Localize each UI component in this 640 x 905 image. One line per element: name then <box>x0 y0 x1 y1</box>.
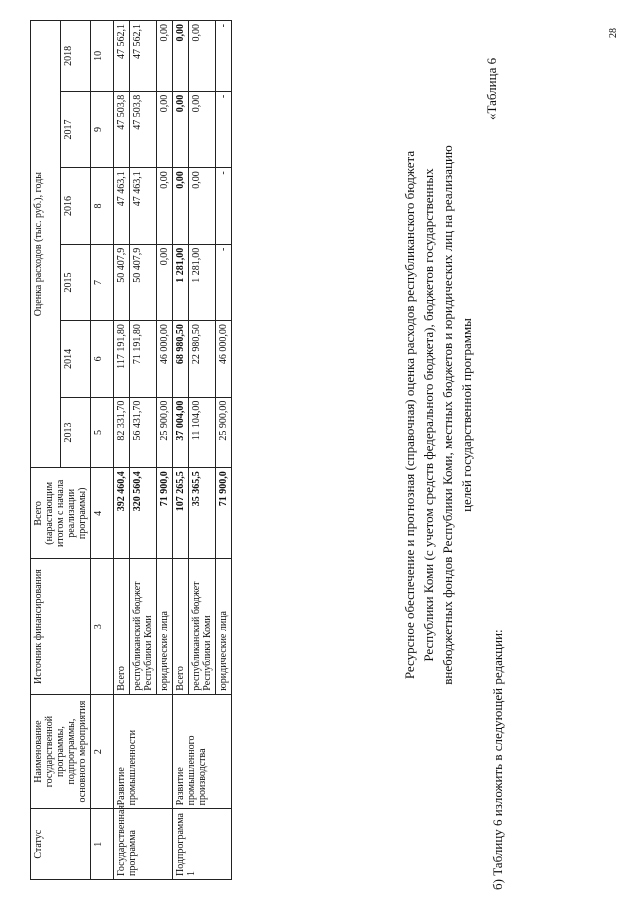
value-cell: 0,00 <box>157 91 173 167</box>
value-cell: 47 463,1 <box>130 168 157 244</box>
table-reference: «Таблица 6 <box>484 57 499 120</box>
total-cell: 320 560,4 <box>130 468 157 559</box>
value-cell: 0,00 <box>189 91 216 167</box>
value-cell: 22 980,50 <box>189 321 216 397</box>
year-cell: 2017 <box>61 91 91 167</box>
value-cell: 25 900,00 <box>216 397 232 468</box>
source-cell: юридические лица <box>157 559 173 694</box>
value-cell: 0,00 <box>173 91 189 167</box>
source-cell: юридические лица <box>216 559 232 694</box>
value-cell: - <box>216 244 232 320</box>
program-name-cell: Развитие промышленности <box>114 694 173 809</box>
table-row <box>173 21 189 880</box>
value-cell: 47 562,1 <box>114 21 130 92</box>
value-cell: 50 407,9 <box>114 244 130 320</box>
total-cell: 35 365,5 <box>189 468 216 559</box>
value-cell: 0,00 <box>189 168 216 244</box>
value-cell: 82 331,70 <box>114 397 130 468</box>
value-cell: 0,00 <box>173 168 189 244</box>
header-name: Наименование государственной программы, подпрограммы, основного мероприятия <box>31 694 91 809</box>
total-cell: 107 265,5 <box>173 468 189 559</box>
value-cell: 0,00 <box>173 21 189 92</box>
value-cell: 47 503,8 <box>130 91 157 167</box>
year-cell: 2016 <box>61 168 91 244</box>
year-cell: 2015 <box>61 244 91 320</box>
col-num: 5 <box>91 397 114 468</box>
source-cell: Всего <box>173 559 189 694</box>
value-cell: 0,00 <box>157 168 173 244</box>
col-num: 7 <box>91 244 114 320</box>
value-cell: 25 900,00 <box>157 397 173 468</box>
col-num: 10 <box>91 21 114 92</box>
source-cell: Всего <box>114 559 130 694</box>
header-estimate: Оценка расходов (тыс. руб.), годы <box>31 21 61 468</box>
source-cell: республиканский бюджет Республики Коми <box>130 559 157 694</box>
value-cell: 0,00 <box>157 21 173 92</box>
column-number-row <box>91 21 114 880</box>
value-cell: 68 980,50 <box>173 321 189 397</box>
value-cell: - <box>216 168 232 244</box>
table-row <box>114 21 130 880</box>
value-cell: 46 000,00 <box>216 321 232 397</box>
value-cell: - <box>216 91 232 167</box>
value-cell: 71 191,80 <box>130 321 157 397</box>
value-cell: 46 000,00 <box>157 321 173 397</box>
rotated-page <box>10 15 600 895</box>
header-source: Источник финансирования <box>31 559 91 694</box>
value-cell: - <box>216 21 232 92</box>
value-cell: 50 407,9 <box>130 244 157 320</box>
total-cell: 71 900,0 <box>216 468 232 559</box>
total-cell: 392 460,4 <box>114 468 130 559</box>
value-cell: 0,00 <box>189 21 216 92</box>
value-cell: 56 431,70 <box>130 397 157 468</box>
status-cell: Государственная программа <box>114 809 173 880</box>
value-cell: 37 004,00 <box>173 397 189 468</box>
source-cell: республиканский бюджет Республики Коми <box>189 559 216 694</box>
status-cell: Подпрограмма 1 <box>173 809 232 880</box>
value-cell: 47 562,1 <box>130 21 157 92</box>
header-row-1 <box>31 21 61 880</box>
value-cell: 47 463,1 <box>114 168 130 244</box>
year-cell: 2018 <box>61 21 91 92</box>
col-num: 4 <box>91 468 114 559</box>
col-num: 6 <box>91 321 114 397</box>
value-cell: 0,00 <box>157 244 173 320</box>
header-status: Статус <box>31 809 91 880</box>
page-number: 28 <box>608 28 619 38</box>
total-cell: 71 900,0 <box>157 468 173 559</box>
intro-line: б) Таблицу 6 изложить в следующей редакции: <box>490 629 505 890</box>
program-name-cell: Развитие промышленного производства <box>173 694 232 809</box>
value-cell: 117 191,80 <box>114 321 130 397</box>
value-cell: 47 503,8 <box>114 91 130 167</box>
resource-table <box>30 20 232 880</box>
col-num: 8 <box>91 168 114 244</box>
value-cell: 1 281,00 <box>173 244 189 320</box>
col-num: 3 <box>91 559 114 694</box>
col-num: 9 <box>91 91 114 167</box>
value-cell: 1 281,00 <box>189 244 216 320</box>
col-num: 2 <box>91 694 114 809</box>
col-num: 1 <box>91 809 114 880</box>
year-cell: 2013 <box>61 397 91 468</box>
value-cell: 11 104,00 <box>189 397 216 468</box>
table-caption: Ресурсное обеспечение и прогнозная (справочная) оценка расходов республиканского бюджета Республики Коми (с учетом средств федерального бюджета), бюджетов государственных внебюджетных фондов Республики Коми, местных бюджетов и юридических лиц на реализацию целей государственной программы <box>402 145 474 685</box>
year-cell: 2014 <box>61 321 91 397</box>
header-total: Всего (нарастающим итогом с начала реализации программы) <box>31 468 91 559</box>
